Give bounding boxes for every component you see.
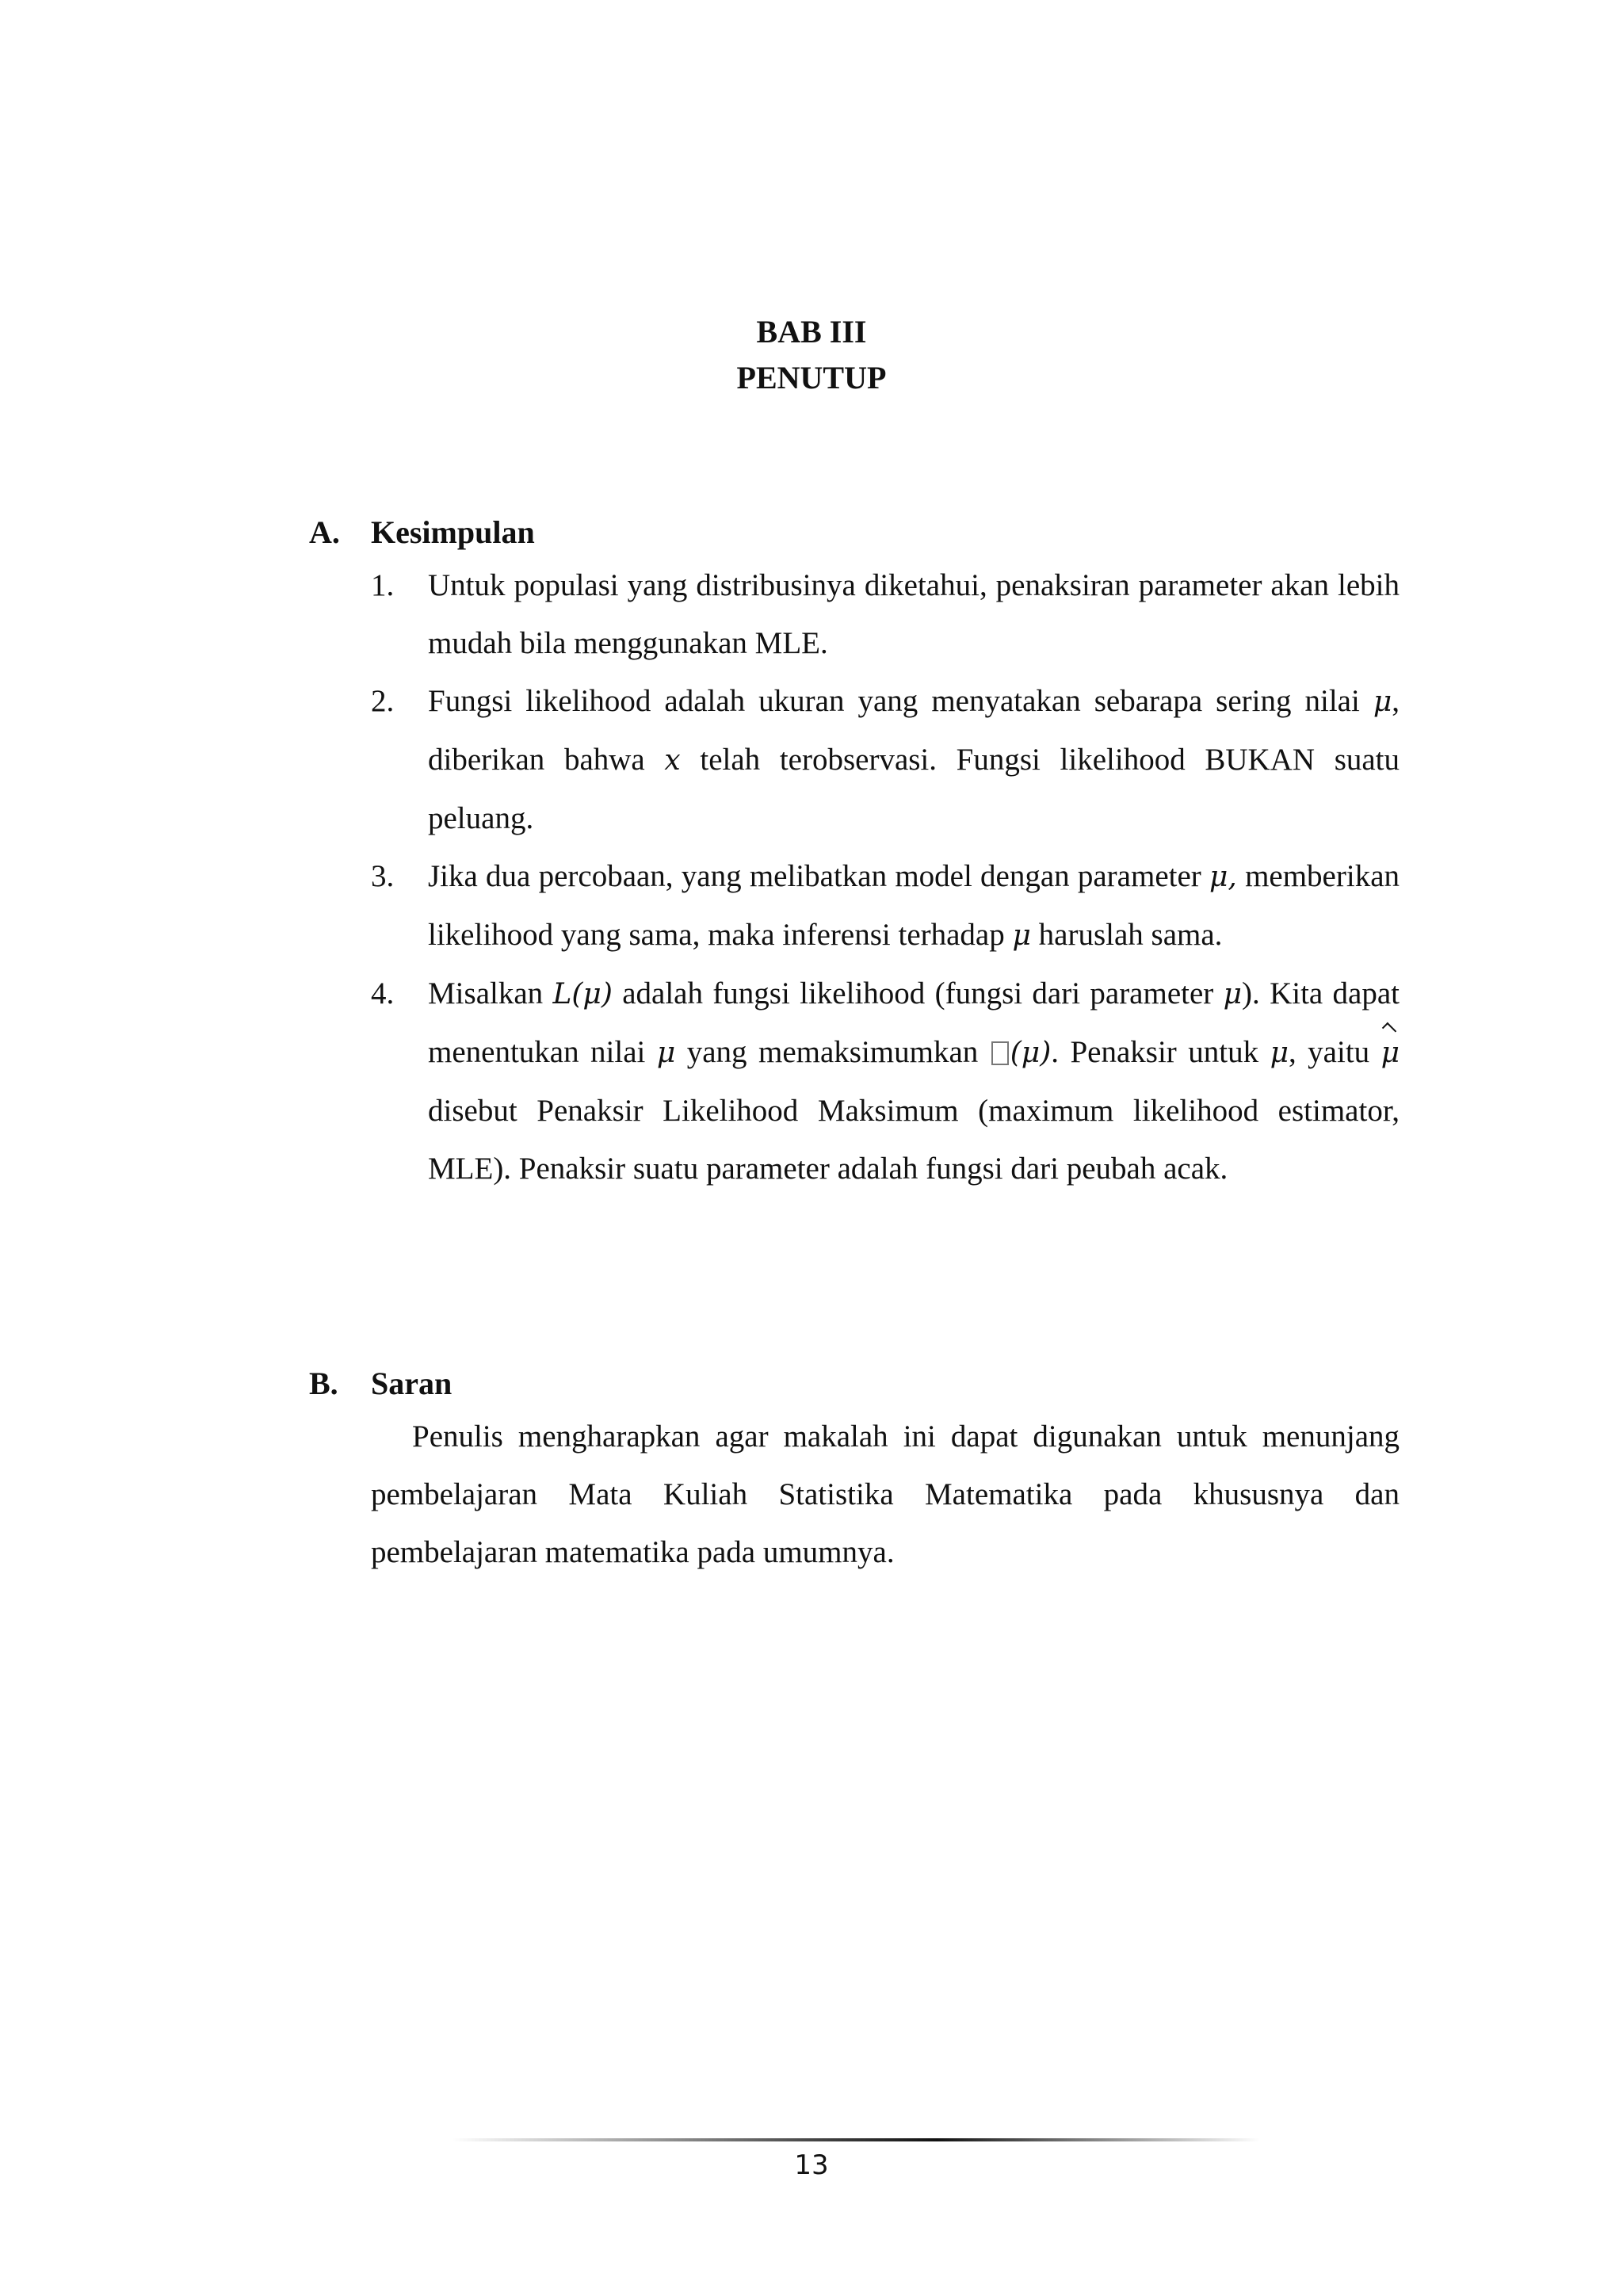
section-a-letter: A. [309,514,340,550]
math-mu: μ [1012,919,1031,952]
section-saran [309,1360,1400,1581]
text-segment: , diberikan bahwa [428,684,1400,777]
chapter-title: PENUTUP [736,360,887,395]
text-segment: telah terobservasi. Fungsi likelihood BUKAN suatu peluang. [428,743,1400,835]
math-L-mu: L(μ) [552,978,613,1010]
section-b-heading [309,1360,1400,1408]
text-segment: Misalkan [428,976,544,1010]
page-number: 13 [794,2149,829,2181]
list-item-number: 1. [371,568,395,602]
section-b-title: Saran [371,1366,453,1401]
math-x: x [664,744,681,777]
list-item-3 [371,847,1400,965]
math-mu: μ [656,1037,676,1069]
text-segment: yang memaksimumkan [686,1035,979,1069]
math-mu-paren: (μ) [1010,1037,1052,1069]
text-segment: memberikan likelihood yang sama, maka inferensi terhadap [428,859,1400,952]
list-item-2 [371,672,1400,847]
text-segment: disebut Penaksir Likelihood Maksimum (maximum likelihood estimator, MLE). Penaksir suatu parameter adalah fungsi dari peubah acak. [428,1094,1400,1186]
text-segment: haruslah sama. [1038,918,1223,952]
footer-divider [452,2138,1260,2141]
text-segment: adalah fungsi likelihood (fungsi dari parameter [622,976,1214,1010]
text-segment: Fungsi likelihood adalah ukuran yang menyatakan sebarapa sering nilai [428,684,1360,718]
chapter-heading [0,309,1623,401]
section-kesimpulan [309,509,1400,1198]
chapter-label: BAB III [756,314,867,350]
math-mu: μ, [1209,861,1237,893]
math-mu: μ [1373,686,1392,718]
section-a-heading [309,509,1400,556]
list-item-text [428,847,1400,965]
saran-paragraph: Penulis mengharapkan agar makalah ini dapat digunakan untuk menunjang pembelajaran Mata Kuliah Statistika Matematika pada khususnya dan pembelajaran matematika pada umumnya. [371,1419,1400,1569]
list-item-4 [371,965,1400,1198]
list-item-number: 2. [371,684,395,718]
list-item-1 [371,556,1400,672]
text-segment: Jika dua percobaan, yang melibatkan model dengan parameter [428,859,1201,893]
list-item-text [428,965,1400,1198]
math-mu: μ [1223,978,1243,1010]
list-item-text [428,672,1400,847]
list-item-number: 3. [371,859,395,893]
list-item-text: Untuk populasi yang distribusinya diketahui, penaksiran parameter akan lebih mudah bila menggunakan MLE. [428,568,1400,660]
missing-glyph-icon [991,1041,1009,1065]
math-mu-hat: μ [1381,1024,1400,1082]
section-a-title: Kesimpulan [371,514,535,550]
math-mu: μ [1270,1037,1289,1069]
text-segment: . Penaksir untuk [1051,1035,1259,1069]
text-segment: , yaitu [1288,1035,1370,1069]
section-b-letter: B. [309,1366,338,1401]
list-item-number: 4. [371,976,395,1010]
text-segment: ). Kita dapat menentukan nilai [428,976,1400,1069]
